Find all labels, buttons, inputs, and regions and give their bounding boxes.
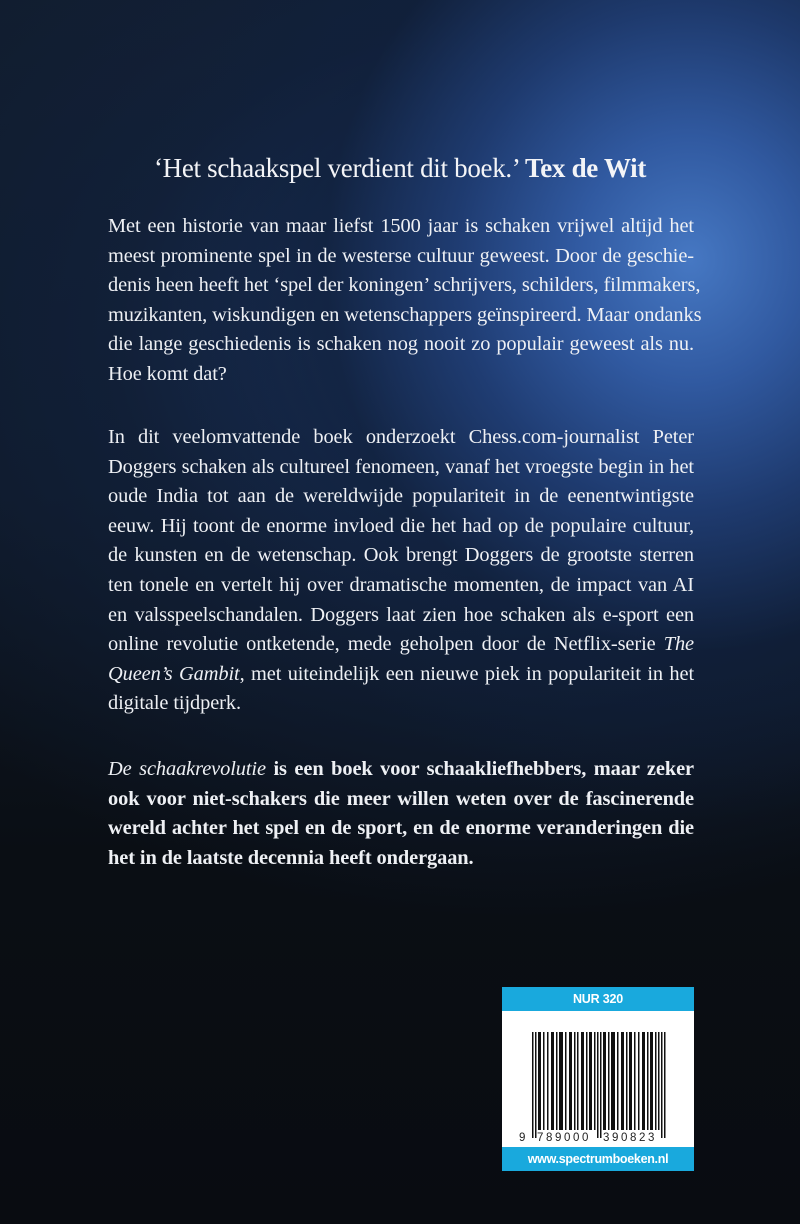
text-line: die lange geschiedenis is schaken nog nooit zo populair geweest als nu. [108, 333, 694, 356]
isbn-barcode-label [502, 987, 694, 1171]
text-line: Met een historie van maar liefst 1500 jaar is schaken vrijwel altijd het [108, 215, 694, 237]
text-line [108, 630, 694, 660]
endorsement-quote [0, 150, 800, 186]
series-title-italic: The [663, 633, 694, 656]
text-line: eeuw. Hij toont de enorme invloed die het had op de populaire cultuur, [108, 514, 694, 537]
blurb-paragraph-3 [108, 755, 694, 873]
isbn-digit: 7 [537, 1132, 544, 1144]
isbn-digit: 0 [573, 1132, 580, 1144]
book-title-italic: De schaakrevolutie [108, 758, 266, 780]
blurb-paragraph-1 [108, 212, 702, 390]
text-line: digitale tijdperk. [108, 692, 241, 715]
isbn-digit: 3 [603, 1132, 610, 1144]
text-line: het in de laatste decennia heeft ondergaan. [108, 846, 474, 869]
isbn-digit: 8 [630, 1132, 637, 1144]
quote-author: Tex de Wit [525, 153, 647, 183]
text-span: online revolutie ontketende, mede geholpen door de Netflix-serie [108, 633, 664, 656]
text-line: muzikanten, wiskundigen en wetenschappers geïnspireerd. Maar ondanks [108, 303, 702, 326]
isbn-digit: 9 [519, 1132, 526, 1144]
text-span: , met uiteindelijk een nieuwe piek in populariteit in het [239, 662, 695, 685]
blurb-paragraph-2 [108, 423, 694, 719]
isbn-digit: 0 [564, 1132, 571, 1144]
text-line: de kunsten en de wetenschap. Ook brengt Doggers de grootste sterren [108, 544, 694, 567]
isbn-number [519, 1131, 679, 1145]
text-line: wereld achter het spel en de sport, en de enorme veranderingen die [108, 817, 694, 840]
isbn-digit: 2 [639, 1132, 646, 1144]
text-line: Doggers schaken als cultureel fenomeen, vanaf het vroegste begin in het [108, 455, 694, 478]
isbn-digit: 3 [648, 1132, 655, 1144]
nur-code: NUR 320 [502, 987, 694, 1011]
series-title-italic: Queen’s Gambit [108, 662, 240, 685]
text-span: is een boek voor schaakliefhebbers, maar zeker [265, 758, 694, 780]
text-line [108, 755, 694, 785]
text-line: oude India tot aan de wereldwijde populariteit in de eenentwintigste [108, 485, 694, 508]
text-line [108, 660, 694, 690]
text-line: ook voor niet-schakers die meer willen weten over de fascinerende [108, 787, 694, 810]
text-line: ten tonele en vertelt hij over dramatische momenten, de impact van AI [108, 573, 694, 596]
isbn-digit: 8 [546, 1132, 553, 1144]
text-line: Hoe komt dat? [108, 362, 227, 385]
isbn-digit: 0 [582, 1132, 589, 1144]
publisher-website: www.spectrumboeken.nl [502, 1147, 694, 1171]
text-line: meest prominente spel in de westerse cultuur geweest. Door de geschie- [108, 244, 694, 267]
isbn-digit: 9 [612, 1132, 619, 1144]
barcode-icon [532, 1032, 666, 1138]
text-line: In dit veelomvattende boek onderzoekt Chess.com-journalist Peter [108, 426, 694, 448]
quote-text: ‘Het schaakspel verdient dit boek.’ [153, 153, 519, 183]
isbn-digit: 0 [621, 1132, 628, 1144]
text-line: denis heen heeft het ‘spel der koningen’ schrijvers, schilders, filmmakers, [108, 274, 701, 297]
isbn-digit: 9 [555, 1132, 562, 1144]
text-line: en valsspeelschandalen. Doggers laat zien hoe schaken als e-sport een [108, 603, 694, 626]
